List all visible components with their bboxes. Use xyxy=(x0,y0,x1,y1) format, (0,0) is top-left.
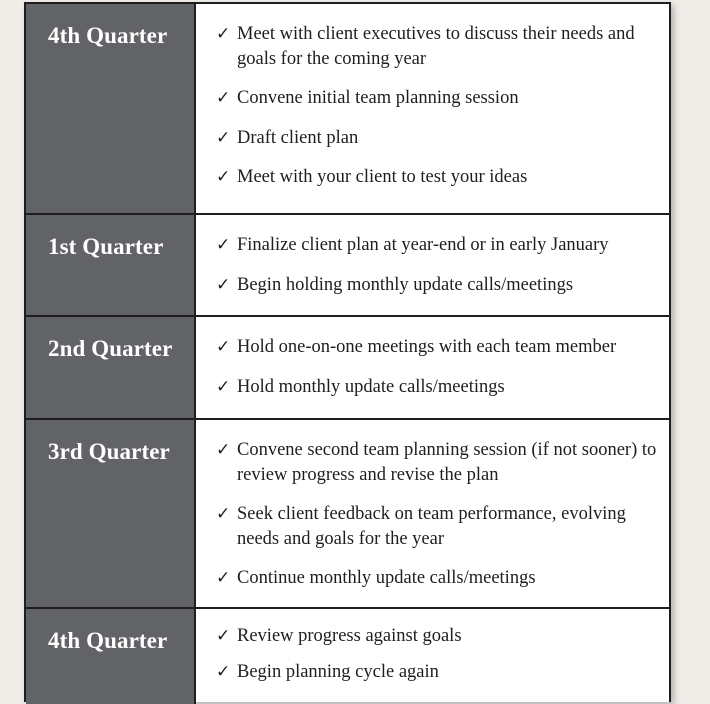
task-text: Meet with client executives to discuss their needs and goals for the coming year xyxy=(237,24,635,69)
task-text: Draft client plan xyxy=(237,127,359,148)
table-row xyxy=(26,609,671,704)
quarter-cell xyxy=(26,215,196,315)
list-item xyxy=(216,335,671,360)
quarter-cell xyxy=(26,317,196,418)
checkmark-icon: ✓ xyxy=(216,274,231,295)
quarter-cell xyxy=(26,420,196,607)
quarter-label: 3rd Quarter xyxy=(48,439,170,464)
quarter-label: 4th Quarter xyxy=(48,628,168,653)
task-text: Hold one-on-one meetings with each team member xyxy=(237,337,617,357)
task-text: Convene second team planning session (if not sooner) to review progress and revise the plan xyxy=(237,440,657,485)
checkmark-icon: ✓ xyxy=(216,24,231,44)
quarter-label: 4th Quarter xyxy=(48,23,168,48)
checkmark-icon: ✓ xyxy=(216,440,231,460)
list-item xyxy=(216,375,671,400)
task-text: Continue monthly update calls/meetings xyxy=(237,568,536,588)
list-item xyxy=(216,233,671,258)
quarter-cell xyxy=(26,4,196,213)
checkmark-icon: ✓ xyxy=(216,376,231,397)
list-item xyxy=(216,86,671,111)
checkmark-icon: ✓ xyxy=(216,167,231,187)
checkmark-icon: ✓ xyxy=(216,88,231,108)
task-text: Review progress against goals xyxy=(237,626,462,646)
checkmark-icon: ✓ xyxy=(216,626,231,646)
table-row xyxy=(26,420,671,609)
task-list xyxy=(216,22,671,205)
table-row xyxy=(26,215,671,317)
task-text: Begin holding monthly update calls/meetings xyxy=(237,274,574,295)
list-item xyxy=(216,438,671,487)
checkmark-icon: ✓ xyxy=(216,127,231,148)
task-text: Convene initial team planning session xyxy=(237,88,519,108)
task-text: Seek client feedback on team performance, evolving needs and goals for the year xyxy=(237,504,626,549)
list-item xyxy=(216,126,671,151)
task-list xyxy=(216,438,671,606)
table-row xyxy=(26,4,671,215)
list-item xyxy=(216,502,671,551)
list-item xyxy=(216,22,671,71)
checkmark-icon: ✓ xyxy=(216,661,231,682)
list-item xyxy=(216,566,671,591)
quarter-cell xyxy=(26,609,196,704)
list-item xyxy=(216,660,671,685)
quarter-label: 1st Quarter xyxy=(48,234,164,259)
checkmark-icon: ✓ xyxy=(216,235,231,255)
list-item xyxy=(216,273,671,298)
quarter-label: 2nd Quarter xyxy=(48,336,173,361)
task-text: Finalize client plan at year-end or in early January xyxy=(237,235,609,255)
planning-cycle-table xyxy=(24,2,671,702)
checkmark-icon: ✓ xyxy=(216,568,231,588)
table-row xyxy=(26,317,671,420)
task-list xyxy=(216,335,671,414)
task-list xyxy=(216,624,671,699)
task-text: Hold monthly update calls/meetings xyxy=(237,376,505,397)
checkmark-icon: ✓ xyxy=(216,504,231,524)
checkmark-icon: ✓ xyxy=(216,337,231,357)
task-text: Meet with your client to test your ideas xyxy=(237,167,528,187)
list-item xyxy=(216,165,671,190)
task-text: Begin planning cycle again xyxy=(237,661,439,682)
list-item xyxy=(216,624,671,649)
task-list xyxy=(216,233,671,312)
